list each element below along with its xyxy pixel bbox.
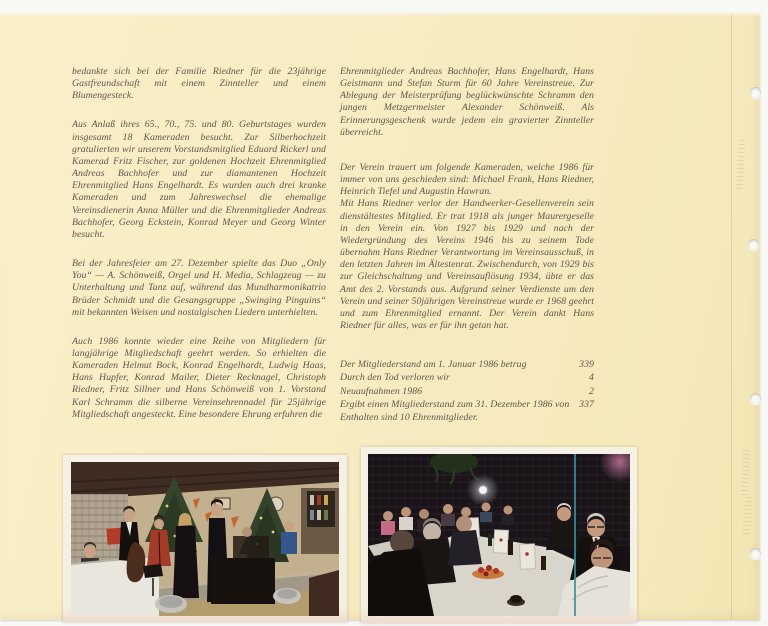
photo-banquet-tables [361,447,637,623]
membership-label: Durch den Tod verloren wir [340,372,450,384]
body-paragraph: Mit Hans Riedner verlor der Handwerker-Gesellenverein sein dienstältestes Mitglied. Er trat 1918 als junger Maurergeselle in den Verein ein. Von 1927 bis 1929 und nach der Wiedergründung des Vereins 1946 bis zu seinem Tode übernahm Hans Riedner Verantwortung im Vereinsausschuß, in den letzten Jahren im Ältestenrat. Zwischendurch, von 1929 bis zur Gleichschaltung und Vereinsauflösung 1934, übte er das Amt des 2. Vorstands aus. Aufgrund seiner Verdienste um den Verein und seiner 50jährigen Vereinstreue wurde er 1968 geehrt und zum Ehrenmitglied ernannt. Der Verein dankt Hans Riedner für alles, was er für ihn getan hat. [340,198,594,331]
body-paragraph: Ehrenmitglieder Andreas Bachhofer, Hans Engelhardt, Hans Geistmann und Stefan Sturm für 60 Jahre Vereinstreue. Zur Ablegung der Meisterprüfung beglückwünschte Schramm den jungen Metzgermeister Alexander Schönweiß. Als Erinnerungsgeschenk wurde jedem ein gravierter Zinnteller überreicht. [340,66,594,138]
membership-value: 339 [579,359,594,371]
photo-banquet-tables-image [368,454,630,616]
membership-statistics-table [340,358,594,424]
body-paragraph: Auch 1986 konnte wieder eine Reihe von Mitgliedern für langjährige Mitgliedschaft geehrt werden. So erhielten die Kameraden Helmut Bock, Konrad Engelhardt, Ludwig Haas, Hans Hupfer, Konrad Mailer, Dieter Recknagel, Christoph Riedner, Fritz Sillner und Hans Schönweiß von 1. Vorstand Karl Schramm die silberne Vereinsehrennadel für 25jährige Mitgliedschaft angesteckt. Eine besondere Ehrung erfuhren die [72,335,326,420]
punch-hole [750,87,761,98]
punch-hole [750,548,761,559]
body-paragraph: Aus Anlaß ihres 65., 70., 75. und 80. Geburtstages wurden insgesamt 18 Kameraden besucht. Zur Silberhochzeit gratulierten wir unserem Vorstandsmitglied Eduard Rickerl und Kamerad Fritz Fischer, zur goldenen Hochzeit Ehrenmitglied Andreas Bachhofer und zur diamantenen Hochzeit Ehrenmitglied Hans Engelhardt. Es wurden auch drei kranke Kameraden und zum Jahreswechsel die ehemalige Vereinsdienerin Anna Müller und die Ehrenmitglieder Andreas Bachhofer, Georg Eckstein, Konrad Meyer und Georg Winter besucht. [72,119,326,240]
photo-band-performance-image [71,462,339,616]
paper-fold-line [731,13,732,620]
membership-value: 337 [579,398,594,410]
membership-value: 4 [589,372,594,384]
membership-row [340,385,594,398]
membership-label: Neuaufnahmen 1986 [340,385,423,397]
membership-value: 2 [589,385,594,397]
membership-row [340,411,594,424]
punch-hole [750,393,761,404]
membership-row [340,358,594,371]
membership-label: Enthalten sind 10 Ehrenmitglieder. [340,411,479,423]
membership-label: Der Mitgliederstand am 1. Januar 1986 betrug [340,359,527,371]
membership-label: Ergibt einen Mitgliederstand zum 31. Dezember 1986 von [340,398,570,410]
left-text-column [72,66,326,421]
membership-row [340,371,594,384]
photo-band-performance [63,455,347,622]
body-paragraph: Bei der Jahresfeier am 27. Dezember spielte das Duo „Only You“ — A. Schönweiß, Orgel und H. Media, Schlagzeug — zu Unterhaltung und Tanz auf, während das Mundharmonikatrio Brüder Schmidt und die Gesangsgruppe „Swinging Pinguins“ mit bekannten Weisen und nostalgischen Liedern unterhielten. [72,258,326,318]
right-text-column [340,66,594,424]
body-paragraph: bedankte sich bei der Familie Riedner für die 23jährige Gastfreundschaft mit einem Zinnteller und einem Blumengesteck. [72,66,326,102]
membership-row [340,398,594,411]
body-paragraph: Der Verein trauert um folgende Kameraden, welche 1986 für immer von uns geschieden sind: Michael Frank, Hans Riedner, Heinrich Tiefel und Augustin Hawran. [340,161,594,198]
punch-hole [748,239,759,250]
